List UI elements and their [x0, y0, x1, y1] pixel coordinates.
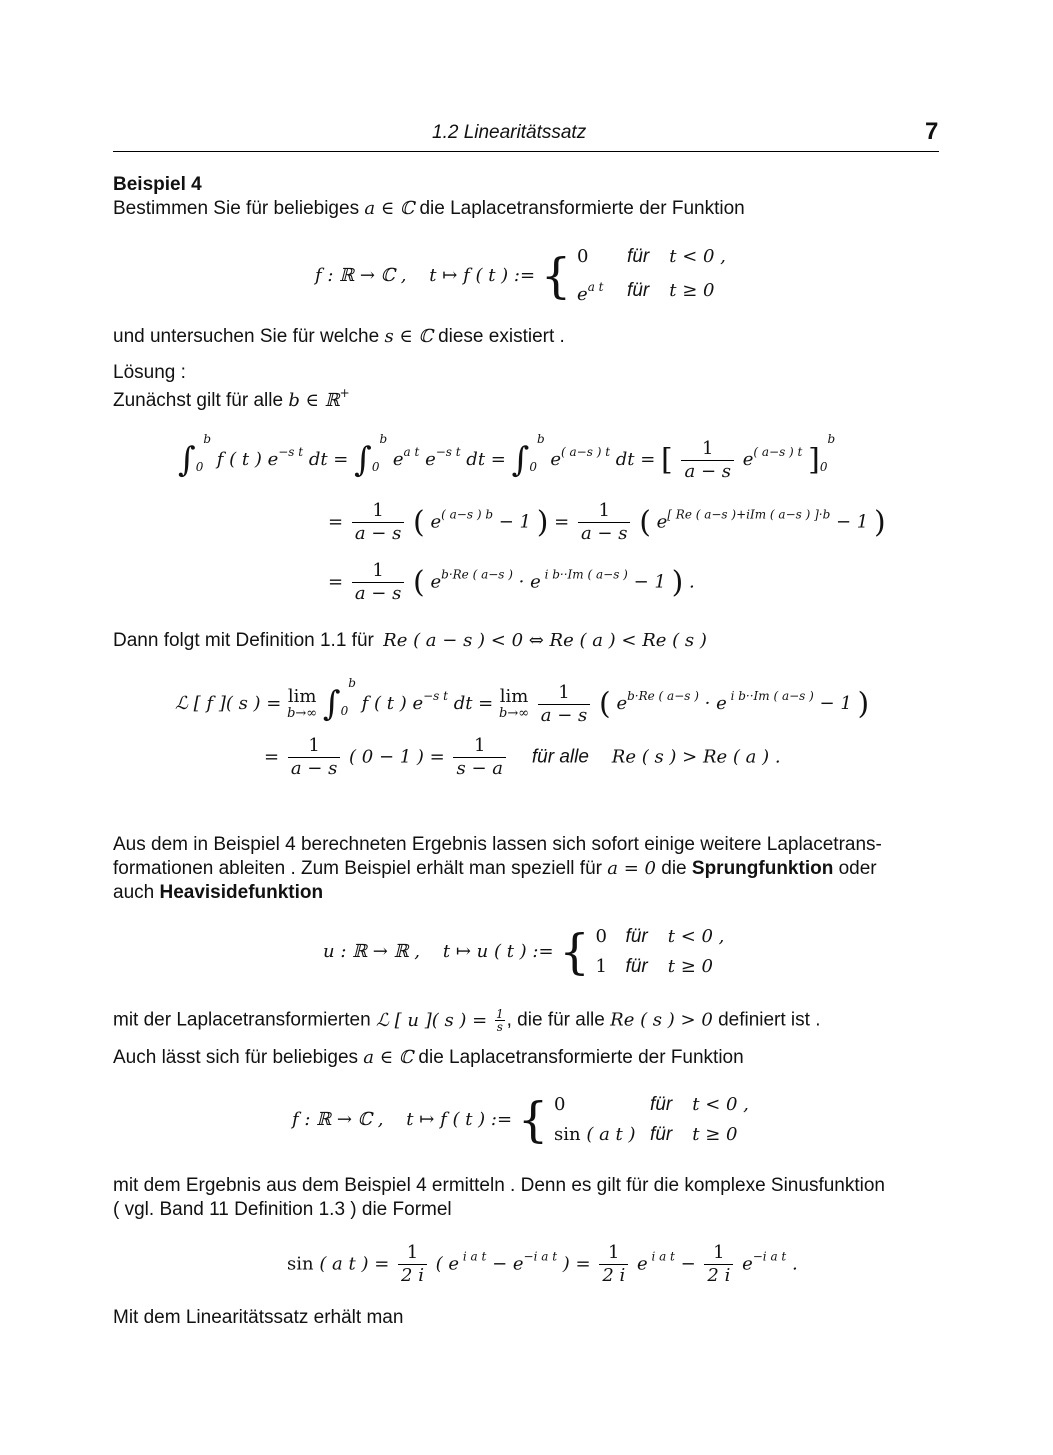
equation-integral-1: $\int_0^b$ f ( t ) $e^{-s t}$ dt = $\int_0^b$ $e^{a t}$ $e^{-s t}$ dt = $\int_0^b$ $e^{( a-s ) t}$ dt = [ $\frac{1}{a - s}$ $e^{( a-s ) t}$ ]$_0^b$: [178, 432, 836, 482]
paragraph-2: mit der Laplacetransformierten ℒ [ u ]( s ) = $\frac{1}{s}$ , die für alle Re ( s ) > 0 definiert ist .: [113, 1007, 821, 1034]
formula-heaviside: u : ℝ → ℝ , t ↦ u ( t ) := { 0 für t < 0 , 1 für t ≥ 0: [323, 924, 725, 980]
formula-f-sin: f : ℝ → ℂ , t ↦ f ( t ) := { 0 für t < 0 , sin ( a t ) für t ≥ 0: [292, 1092, 749, 1148]
solution-label: Lösung :: [113, 362, 186, 383]
paragraph-3: Auch lässt sich für beliebiges a ∈ ℂ die Laplacetransformierte der Funktion: [113, 1047, 744, 1068]
formula-sin-euler: sin ( a t ) = $\frac{1}{2 i}$ ( e $^{i a t} - e^{-i a t}$ ) = $\frac{1}{2 i}$ e $^{i a t}$ − $\frac{1}{2 i}$ $e^{-i a t}$ .: [287, 1242, 798, 1286]
equation-integral-2: = $\frac{1}{a - s}$ ( $e^{( a-s ) b} - 1$ ) = $\frac{1}{a - s}$ ( $e^{[ Re ( a-s )+iIm ( a-s ) ]\cdot b} - 1$ ): [328, 500, 886, 544]
page-number: 7: [925, 118, 939, 145]
example-condition: und untersuchen Sie für welche s ∈ ℂ diese existiert .: [113, 326, 565, 347]
equation-integral-3: = $\frac{1}{a - s}$ ( $e^{b\cdot Re ( a-s )} \cdot e$ $^{i b\cdot\cdot Im ( a-s )}$ − 1 ) .: [328, 560, 695, 604]
paragraph-1-line-1: Aus dem in Beispiel 4 berechneten Ergebnis lassen sich sofort einige weitere Laplacetrans-: [113, 834, 882, 855]
equation-laplace-2: = $\frac{1}{a - s}$ ( 0 − 1 ) = $\frac{1}{s - a}$ für alle Re ( s ) > Re ( a ) .: [264, 735, 781, 779]
paragraph-1-line-3: auch Heavisidefunktion: [113, 882, 324, 903]
paragraph-4-line-2: ( vgl. Band 11 Definition 1.3 ) die Formel: [113, 1199, 452, 1220]
formula-f-exp: f : ℝ → ℂ , t ↦ f ( t ) := { 0 für t < 0 , $e^{a t}$ für t ≥ 0: [315, 246, 726, 305]
example-task: Bestimmen Sie für beliebiges a ∈ ℂ die Laplacetransformierte der Funktion: [113, 198, 745, 219]
solution-first: Zunächst gilt für alle b ∈ ℝ+: [113, 386, 350, 411]
example-title: Beispiel 4: [113, 174, 202, 195]
then-condition: Dann folgt mit Definition 1.1 für Re ( a − s ) < 0 ⇔ Re ( a ) < Re ( s ): [113, 630, 707, 651]
paragraph-4-line-1: mit dem Ergebnis aus dem Beispiel 4 ermitteln . Denn es gilt für die komplexe Sinusfunktion: [113, 1175, 885, 1196]
header-rule: [113, 151, 939, 152]
paragraph-1-line-2: formationen ableiten . Zum Beispiel erhält man speziell für a = 0 die Sprungfunktion oder: [113, 858, 877, 879]
paragraph-5: Mit dem Linearitätssatz erhält man: [113, 1307, 404, 1328]
equation-laplace-1: ℒ [ f ]( s ) = lim b→∞ $\int_0^b$ f ( t ) $e^{-s t}$ dt = lim b→∞ $\frac{1}{a - s}$ ( $e^{b\cdot Re ( a-s )} \cdot e$ $^{i b\cdot\cdot Im ( a-s )}$ − 1 ): [175, 676, 870, 726]
running-header: 1.2 Linearitätssatz: [432, 122, 587, 143]
